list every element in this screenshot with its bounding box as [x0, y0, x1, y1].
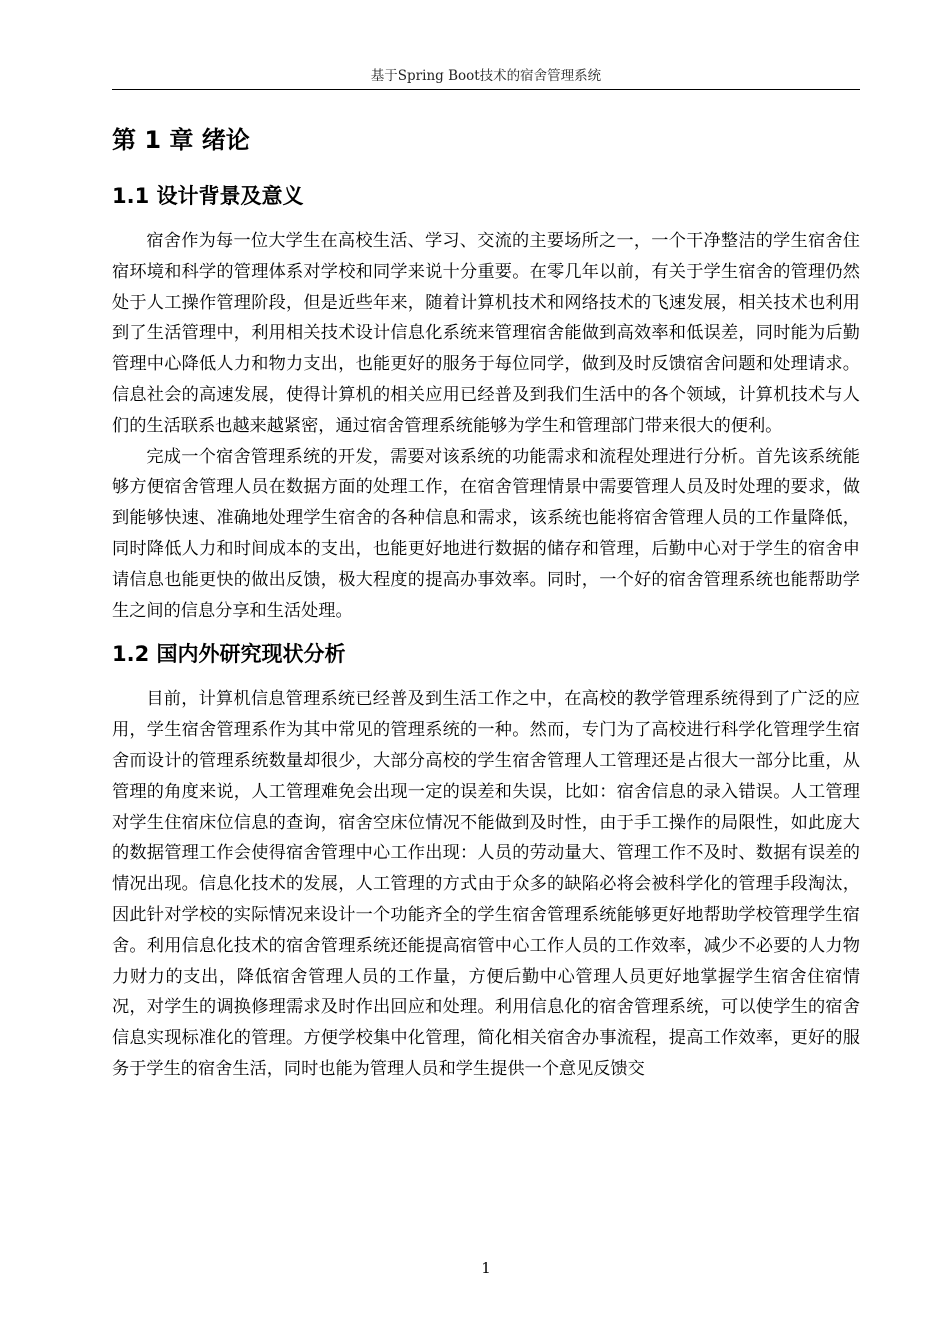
page-content — [112, 122, 860, 1097]
paragraph: 宿舍作为每一位大学生在高校生活、学习、交流的主要场所之一，一个干净整洁的学生宿舍住宿环境和科学的管理体系对学校和同学来说十分重要。在零几年以前，有关于学生宿舍的管理仍然处于人工操作管理阶段，但是近些年来，随着计算机技术和网络技术的飞速发展，相关技术也利用到了生活管理中，利用相关技术设计信息化系统来管理宿舍能做到高效率和低误差，同时能为后勤管理中心降低人力和物力支出，也能更好的服务于每位同学，做到及时反馈宿舍问题和处理请求。信息社会的高速发展，使得计算机的相关应用已经普及到我们生活中的各个领域，计算机技术与人们的生活联系也越来越紧密，通过宿舍管理系统能够为学生和管理部门带来很大的便利。 — [112, 231, 860, 436]
chapter-title: 第 1 章 绪论 — [112, 126, 250, 154]
paragraph: 目前，计算机信息管理系统已经普及到生活工作之中，在高校的教学管理系统得到了广泛的应用，学生宿舍管理系作为其中常见的管理系统的一种。然而，专门为了高校进行科学化管理学生宿舍而设计的管理系统数量却很少，大部分高校的学生宿舍管理人工管理还是占很大一部分比重，从管理的角度来说，人工管理难免会出现一定的误差和失误，比如：宿舍信息的录入错误。人工管理对学生住宿床位信息的查询，宿舍空床位情况不能做到及时性，由于手工操作的局限性，如此庞大的数据管理工作会使得宿舍管理中心工作出现：人员的劳动量大、管理工作不及时、数据有误差的情况出现。信息化技术的发展，人工管理的方式由于众多的缺陷必将会被科学化的管理手段淘汰，因此针对学校的实际情况来设计一个功能齐全的学生宿舍管理系统能够更好地帮助学校管理学生宿舍。利用信息化技术的宿舍管理系统还能提高宿管中心工作人员的工作效率，减少不必要的人力物力财力的支出，降低宿舍管理人员的工作量，方便后勤中心管理人员更好地掌握学生宿舍住宿情况，对学生的调换修理需求及时作出回应和处理。利用信息化的宿舍管理系统，可以使学生的宿舍信息实现标准化的管理。方便学校集中化管理，简化相关宿舍办事流程，提高工作效率，更好的服务于学生的宿舍生活，同时也能为管理人员和学生提供一个意见反馈交 — [112, 689, 860, 1079]
header-divider — [112, 89, 860, 90]
page-number: 1 — [481, 1259, 491, 1277]
section-1-1 — [112, 180, 860, 626]
running-header: 基于Spring Boot技术的宿舍管理系统 — [370, 68, 602, 84]
section-title-1-1: 1.1 设计背景及意义 — [112, 184, 304, 208]
paragraph: 完成一个宿舍管理系统的开发，需要对该系统的功能需求和流程处理进行分析。首先该系统能够方便宿舍管理人员在数据方面的处理工作，在宿舍管理情景中需要管理人员及时处理的要求，做到能够快速、准确地处理学生宿舍的各种信息和需求，该系统也能将宿舍管理人员的工作量降低，同时降低人力和时间成本的支出，也能更好地进行数据的储存和管理，后勤中心对于学生的宿舍申请信息也能更快的做出反馈，极大程度的提高办事效率。同时，一个好的宿舍管理系统也能帮助学生之间的信息分享和生活处理。 — [112, 446, 860, 621]
section-1-2 — [112, 638, 860, 1084]
section-title-1-2: 1.2 国内外研究现状分析 — [112, 642, 346, 667]
